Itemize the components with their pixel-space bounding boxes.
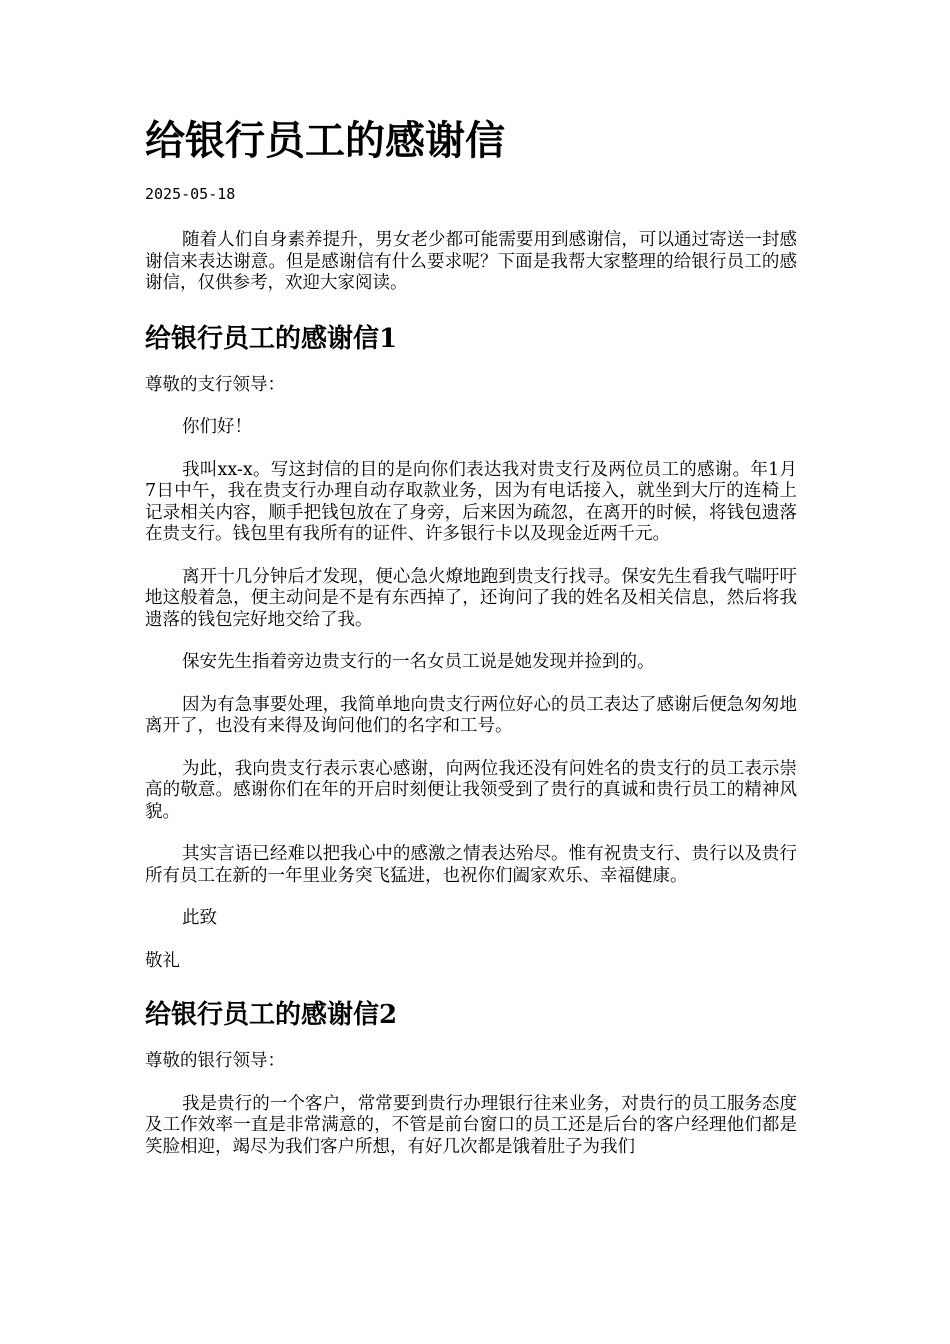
letter1-paragraph: 为此，我向贵支行表示衷心感谢，向两位我还没有问姓名的贵支行的员工表示崇高的敬意。感谢你们在年的开启时刻便让我领受到了贵行的真诚和贵行员工的精神风貌。: [145, 758, 797, 822]
letter1-paragraph: 保安先生指着旁边贵支行的一名女员工说是她发现并捡到的。: [182, 652, 655, 672]
document-page: [145, 112, 797, 1158]
letter1-regards: 敬礼: [145, 950, 180, 971]
letter1-heading: 给银行员工的感谢信1: [145, 323, 398, 354]
publish-date: 2025-05-18: [145, 185, 236, 203]
letter1-salutation: 尊敬的支行领导：: [145, 374, 285, 395]
intro-paragraph: 随着人们自身素养提升，男女老少都可能需要用到感谢信，可以通过寄送一封感谢信来表达谢意。但是感谢信有什么要求呢？下面是我帮大家整理的给银行员工的感谢信，仅供参考，欢迎大家阅读。: [145, 230, 797, 293]
letter1-greeting: 你们好！: [182, 417, 252, 437]
letter2-paragraph: 我是贵行的一个客户，常常要到贵行办理银行往来业务，对贵行的员工服务态度及工作效率一直是非常满意的，不管是前台窗口的员工还是后台的客户经理他们都是笑脸相迎，竭尽为我们客户所想，有好几次都是饿着肚子为我们: [145, 1093, 797, 1157]
letter2-heading: 给银行员工的感谢信2: [145, 1000, 398, 1030]
letter1-paragraph: 离开十几分钟后才发现，便心急火燎地跑到贵支行找寻。保安先生看我气喘吁吁地这般着急，便主动问是不是有东西掉了，还询问了我的姓名及相关信息，然后将我遗落的钱包完好地交给了我。: [145, 566, 797, 630]
letter1-closing: 此致: [182, 908, 217, 928]
document-title: 给银行员工的感谢信: [145, 117, 505, 164]
letter2-salutation: 尊敬的银行领导：: [145, 1051, 285, 1071]
letter1-paragraph: 其实言语已经难以把我心中的感激之情表达殆尽。惟有祝贵支行、贵行以及贵行所有员工在新的一年里业务突飞猛进，也祝你们阖家欢乐、幸福健康。: [145, 844, 797, 886]
letter1-paragraph: 因为有急事要处理，我简单地向贵支行两位好心的员工表达了感谢后便急匆匆地离开了，也没有来得及询问他们的名字和工号。: [145, 694, 797, 736]
letter1-paragraph: 我叫xx-x。写这封信的目的是向你们表达我对贵支行及两位员工的感谢。年1月7日中午，我在贵支行办理自动存取款业务，因为有电话接入，就坐到大厅的连椅上记录相关内容，顺手把钱包放在了身旁，后来因为疏忽，在离开的时候，将钱包遗落在贵支行。钱包里有我所有的证件、许多银行卡以及现金近两千元。: [145, 459, 797, 544]
